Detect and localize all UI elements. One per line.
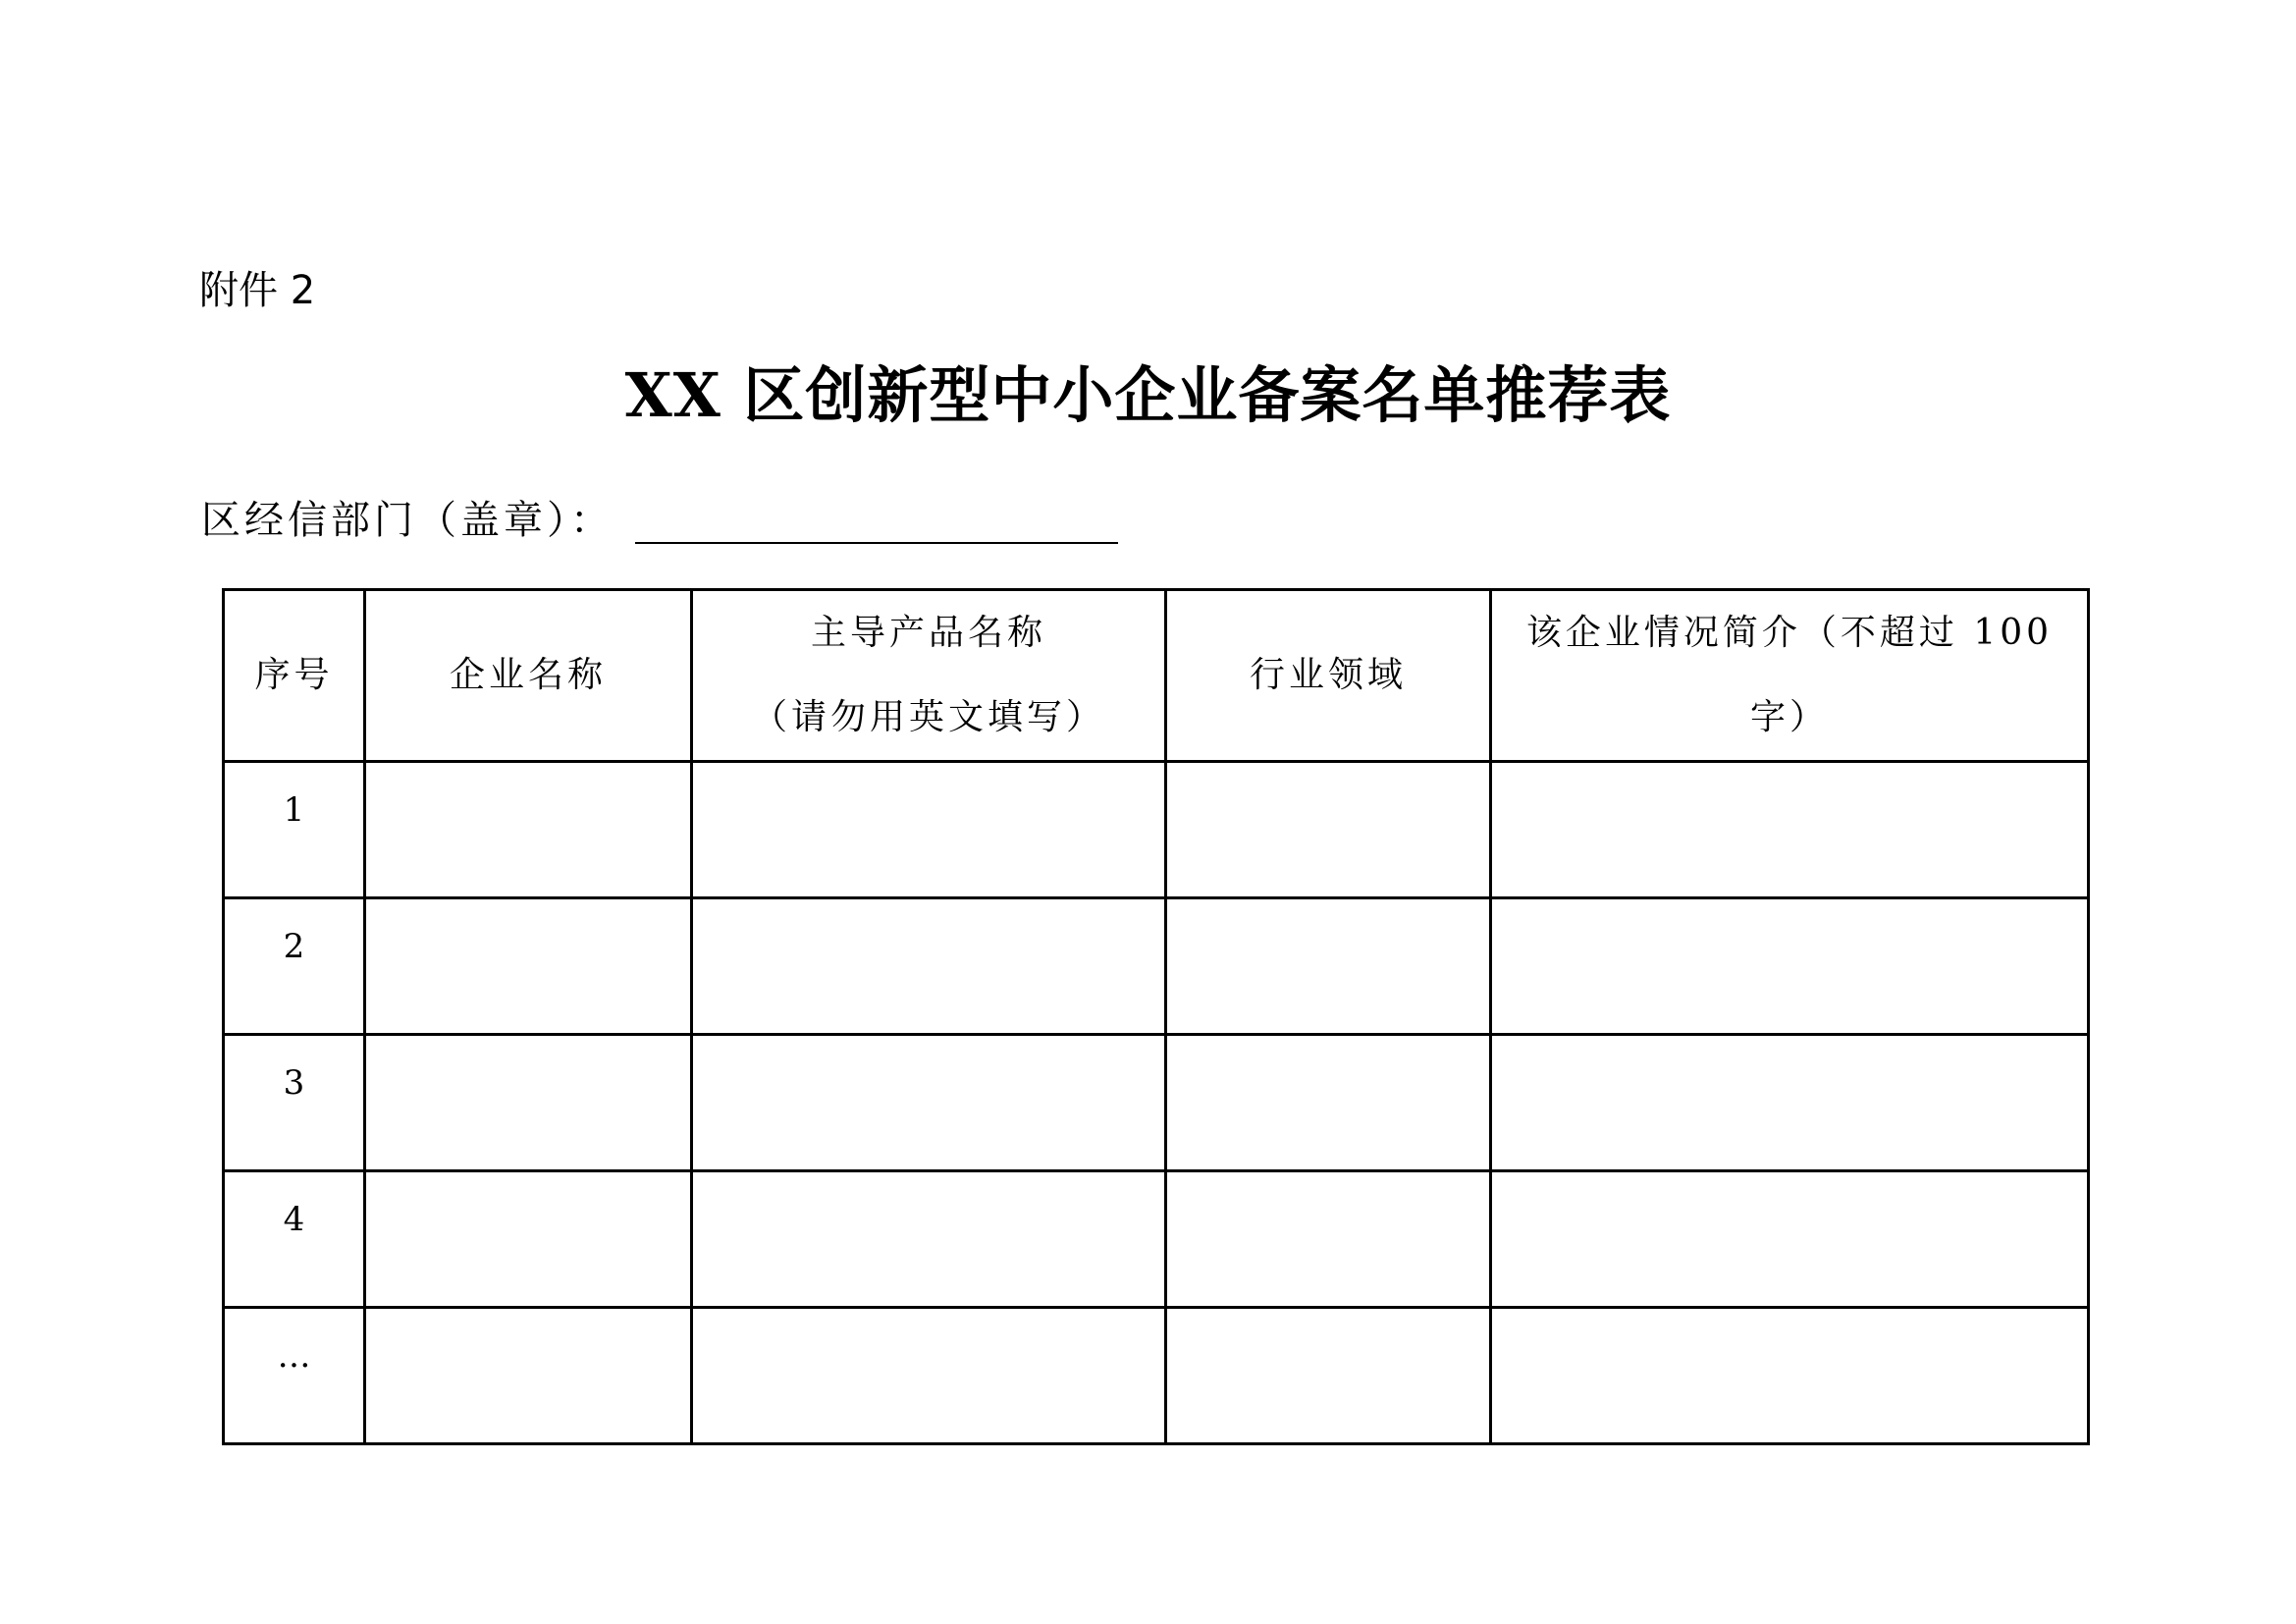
- company-name-cell[interactable]: [365, 1035, 692, 1171]
- table-row: [224, 898, 2089, 1035]
- product-name-cell[interactable]: [692, 1035, 1166, 1171]
- recommendation-table: [222, 588, 2090, 1445]
- header-intro: 该企业情况简介（不超过 100 字）: [1491, 590, 2089, 762]
- row-seq-cell: 3: [224, 1035, 365, 1171]
- intro-cell[interactable]: [1491, 762, 2089, 898]
- row-seq-cell: …: [224, 1308, 365, 1444]
- company-name-cell[interactable]: [365, 762, 692, 898]
- product-name-cell[interactable]: [692, 1171, 1166, 1308]
- product-name-cell[interactable]: [692, 1308, 1166, 1444]
- product-name-cell[interactable]: [692, 762, 1166, 898]
- company-name-cell[interactable]: [365, 1171, 692, 1308]
- department-label: 区经信部门（盖章）：: [201, 498, 614, 543]
- row-seq-cell: 4: [224, 1171, 365, 1308]
- header-industry: 行业领域: [1166, 590, 1491, 762]
- industry-cell[interactable]: [1166, 1035, 1491, 1171]
- header-company-name: 企业名称: [365, 590, 692, 762]
- department-line: [201, 491, 1118, 550]
- industry-cell[interactable]: [1166, 1308, 1491, 1444]
- table-header-row: [224, 590, 2089, 762]
- intro-cell[interactable]: [1491, 898, 2089, 1035]
- header-product-name-line2: （请勿用英文填写）: [751, 697, 1105, 737]
- document-title: XX 区创新型中小企业备案名单推荐表: [624, 359, 1672, 431]
- header-product-name-line1: 主导产品名称: [810, 613, 1046, 653]
- intro-cell[interactable]: [1491, 1171, 2089, 1308]
- attachment-label: 附件 2: [199, 268, 316, 313]
- industry-cell[interactable]: [1166, 762, 1491, 898]
- industry-cell[interactable]: [1166, 1171, 1491, 1308]
- row-seq-cell: 2: [224, 898, 365, 1035]
- intro-cell[interactable]: [1491, 1035, 2089, 1171]
- industry-cell[interactable]: [1166, 898, 1491, 1035]
- header-seq: 序号: [224, 590, 365, 762]
- company-name-cell[interactable]: [365, 898, 692, 1035]
- row-seq-cell: 1: [224, 762, 365, 898]
- company-name-cell[interactable]: [365, 1308, 692, 1444]
- department-blank-field[interactable]: [635, 493, 1118, 544]
- product-name-cell[interactable]: [692, 898, 1166, 1035]
- header-product-name: [692, 590, 1166, 762]
- intro-cell[interactable]: [1491, 1308, 2089, 1444]
- table-row: [224, 1035, 2089, 1171]
- table-row: [224, 762, 2089, 898]
- table-row: [224, 1308, 2089, 1444]
- table-row: [224, 1171, 2089, 1308]
